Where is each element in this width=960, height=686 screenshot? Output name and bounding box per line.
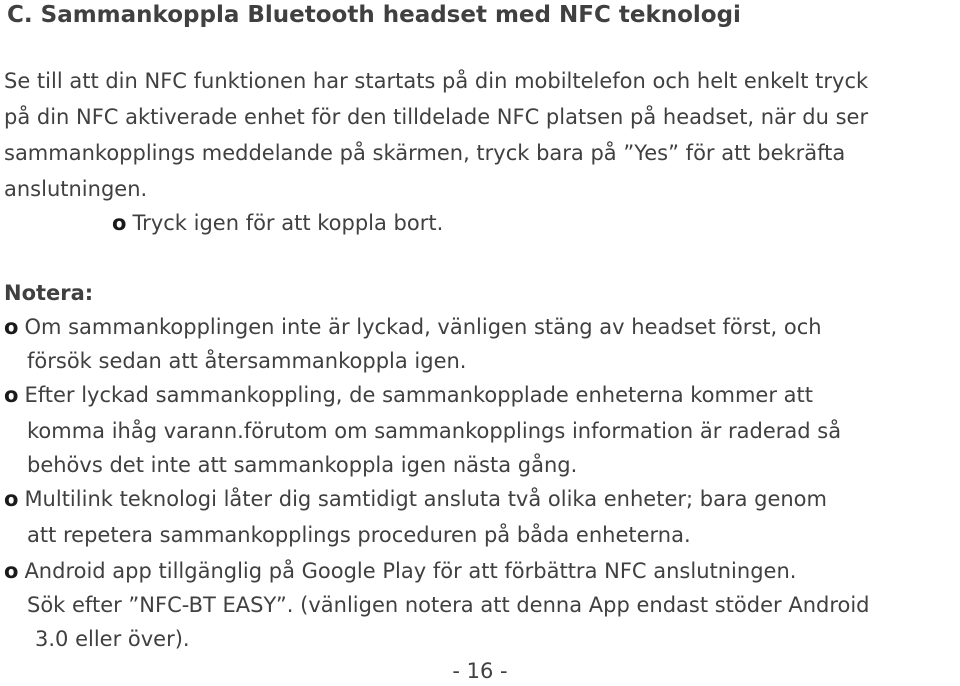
intro-sub-bullet: [112, 208, 443, 238]
note-item-1-line-1: [4, 312, 822, 342]
note-item-3-line-2: att repetera sammankopplings proceduren på båda enheterna.: [27, 523, 691, 547]
note-text: Om sammankopplingen inte är lyckad, vänligen stäng av headset först, och: [24, 315, 822, 339]
note-item-4-line-1: [4, 556, 796, 586]
note-item-4-line-3: 3.0 eller över).: [35, 627, 190, 651]
note-item-2-line-3: behövs det inte att sammankoppla igen nästa gång.: [27, 453, 578, 477]
note-text: Efter lyckad sammankoppling, de sammankopplade enheterna kommer att: [24, 383, 813, 407]
bullet-marker: o: [4, 315, 19, 339]
bullet-marker: o: [4, 487, 19, 511]
intro-line-1: Se till att din NFC funktionen har startats på din mobiltelefon och helt enkelt tryck: [4, 69, 869, 93]
sub-bullet-text: Tryck igen för att koppla bort.: [132, 211, 444, 235]
notes-label: Notera:: [4, 281, 94, 305]
note-text: Multilink teknologi låter dig samtidigt ansluta två olika enheter; bara genom: [24, 487, 827, 511]
section-heading: C. Sammankoppla Bluetooth headset med NFC teknologi: [7, 2, 741, 28]
intro-line-2: på din NFC aktiverade enhet för den tilldelade NFC platsen på headset, när du ser: [4, 105, 869, 129]
note-text: Android app tillgänglig på Google Play för att förbättra NFC anslutningen.: [24, 559, 797, 583]
note-item-2-line-1: [4, 380, 813, 410]
page-number: - 16 -: [452, 659, 508, 683]
bullet-marker: o: [4, 383, 19, 407]
note-item-1-line-2: försök sedan att återsammankoppla igen.: [27, 349, 467, 373]
note-item-2-line-2: komma ihåg varann.förutom om sammankopplings information är raderad så: [27, 419, 842, 443]
bullet-marker: o: [4, 559, 19, 583]
note-item-3-line-1: [4, 484, 827, 514]
note-item-4-line-2: Sök efter ”NFC-BT EASY”. (vänligen notera att denna App endast stöder Android: [27, 593, 870, 617]
intro-line-3: sammankopplings meddelande på skärmen, tryck bara på ”Yes” för att bekräfta: [4, 141, 846, 165]
bullet-marker: o: [112, 211, 127, 235]
intro-line-4: anslutningen.: [4, 177, 148, 201]
